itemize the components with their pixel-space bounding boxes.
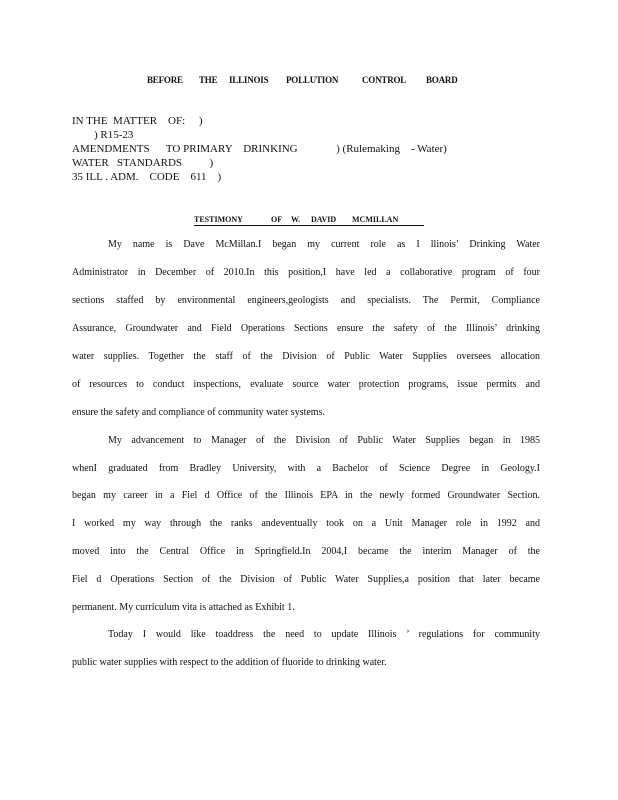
body-line: Fiel d Operations Section of the Division of Public Water Supplies,a position that later became <box>72 574 540 585</box>
header-word: CONTROL <box>362 75 407 85</box>
title-word: DAVID <box>311 215 337 224</box>
body-line: whenI graduated from Bradley University, with a Bachelor of Science Degree in Geology.I <box>72 463 540 474</box>
body-line: sections staffed by environmental engineers,geologists and specialists. The Permit, Compliance <box>72 295 540 306</box>
body-line: I worked my way through the ranks andeventually took on a Unit Manager role in 1992 and <box>72 518 540 529</box>
title-word: TESTIMONY <box>194 215 243 224</box>
caption-line: AMENDMENTS TO PRIMARY DRINKING ) (Rulemaking - Water) <box>72 143 447 155</box>
title-word: W. <box>291 215 301 224</box>
body-line: of resources to conduct inspections, evaluate source water protection programs, issue permits and <box>72 379 540 390</box>
title-word: MCMILLAN <box>352 215 399 224</box>
body-line: public water supplies with respect to the addition of fluoride to drinking water. <box>72 657 387 668</box>
header-word: BEFORE <box>147 75 183 85</box>
body-line: water supplies. Together the staff of the Division of Public Water Supplies oversees allocation <box>72 351 540 362</box>
body-line: moved into the Central Office in Springfield.In 2004,I became the interim Manager of the <box>72 546 540 557</box>
body-line: began my career in a Fiel d Office of the Illinois EPA in the newly formed Groundwater Section. <box>72 490 540 501</box>
body-line: Today I would like toaddress the need to update Illinois ’ regulations for community <box>108 629 540 640</box>
body-line: ensure the safety and compliance of community water systems. <box>72 407 325 418</box>
caption-line: IN THE MATTER OF: ) <box>72 115 203 127</box>
title-word: OF <box>271 215 283 224</box>
body-line: permanent. My curriculum vita is attached as Exhibit 1. <box>72 602 295 613</box>
body-line: Assurance, Groundwater and Field Operations Sections ensure the safety of the Illinois’ drinking <box>72 323 540 334</box>
header-word: POLLUTION <box>286 75 339 85</box>
title-underline <box>194 225 424 226</box>
header-word: BOARD <box>426 75 458 85</box>
header-word: THE <box>199 75 218 85</box>
caption-line: ) R15-23 <box>72 129 134 141</box>
body-line: My name is Dave McMillan.I began my current role as I llinois’ Drinking Water <box>108 239 540 250</box>
body-line: Administrator in December of 2010.In this position,I have led a collaborative program of four <box>72 267 540 278</box>
caption-line: WATER STANDARDS ) <box>72 157 214 169</box>
body-line: My advancement to Manager of the Division of Public Water Supplies began in 1985 <box>108 435 540 446</box>
caption-line: 35 ILL . ADM. CODE 611 ) <box>72 171 222 183</box>
header-word: ILLINOIS <box>229 75 269 85</box>
